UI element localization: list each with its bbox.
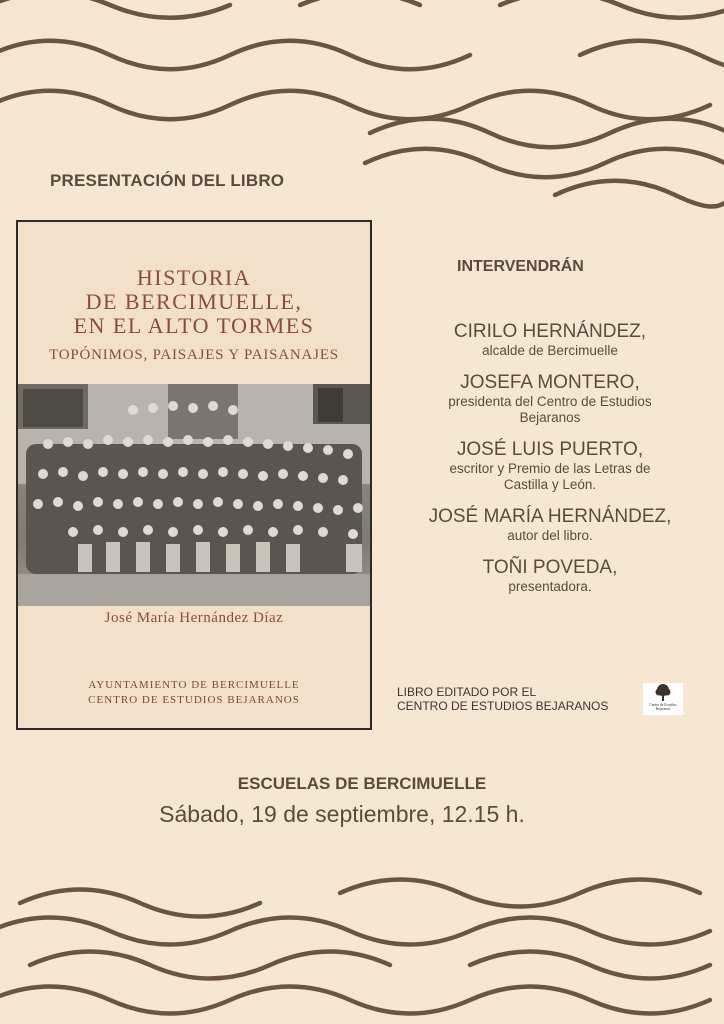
cover-title-line: DE BERCIMUELLE, (85, 289, 303, 314)
editor-line: CENTRO DE ESTUDIOS BEJARANOS (397, 699, 609, 713)
editor-note (397, 685, 608, 713)
cover-title-line: HISTORIA (136, 265, 252, 290)
cover-group-photo (18, 384, 370, 606)
publisher-logo-text (649, 703, 676, 711)
speaker-role: presentadora. (508, 579, 592, 594)
speakers-heading: INTERVENDRÁN (457, 258, 584, 275)
cover-subtitle: TOPÓNIMOS, PAISAJES Y PAISANAJES (49, 347, 339, 363)
speaker-role: autor del libro. (507, 528, 593, 543)
cover-publisher-line: AYUNTAMIENTO DE BERCIMUELLE (88, 679, 300, 691)
speaker-item (380, 320, 720, 359)
speaker-item (380, 505, 720, 544)
speaker-name: TOÑI POVEDA, (482, 557, 618, 578)
publisher-logo-line: Bejaranos (655, 707, 671, 711)
decorative-waves-bottom (0, 875, 724, 1024)
publisher-logo-line: Centro de Estudios (649, 703, 677, 707)
cover-author: José María Hernández Díaz (104, 610, 284, 626)
cover-publisher-line: CENTRO DE ESTUDIOS BEJARANOS (88, 694, 300, 706)
tree-icon (653, 683, 673, 703)
speaker-item (380, 371, 720, 426)
editor-line: LIBRO EDITADO POR EL (397, 685, 537, 699)
publisher-logo (643, 683, 683, 715)
group-photo-illustration (18, 384, 370, 606)
speaker-role: Bejaranos (519, 410, 581, 425)
speaker-role: presidenta del Centro de Estudios (448, 394, 652, 409)
book-cover (16, 220, 372, 730)
speaker-name: JOSÉ LUIS PUERTO, (456, 439, 644, 460)
cover-title-line: EN EL ALTO TORMES (73, 313, 315, 338)
speaker-name: JOSÉ MARÍA HERNÁNDEZ, (428, 506, 672, 527)
speaker-item (380, 556, 720, 595)
cover-title (18, 266, 370, 338)
event-kicker: PRESENTACIÓN DEL LIBRO (50, 171, 285, 190)
speaker-item (380, 438, 720, 493)
event-date: Sábado, 19 de septiembre, 12.15 h. (159, 801, 525, 827)
speaker-role: alcalde de Bercimuelle (482, 343, 618, 358)
speakers-list (380, 320, 720, 607)
event-venue: ESCUELAS DE BERCIMUELLE (237, 774, 487, 793)
speaker-name: CIRILO HERNÁNDEZ, (453, 321, 647, 342)
speaker-role: Castilla y León. (503, 477, 597, 492)
speaker-name: JOSEFA MONTERO, (460, 372, 640, 393)
cover-publisher (18, 678, 370, 708)
speaker-role: escritor y Premio de las Letras de (449, 461, 651, 476)
